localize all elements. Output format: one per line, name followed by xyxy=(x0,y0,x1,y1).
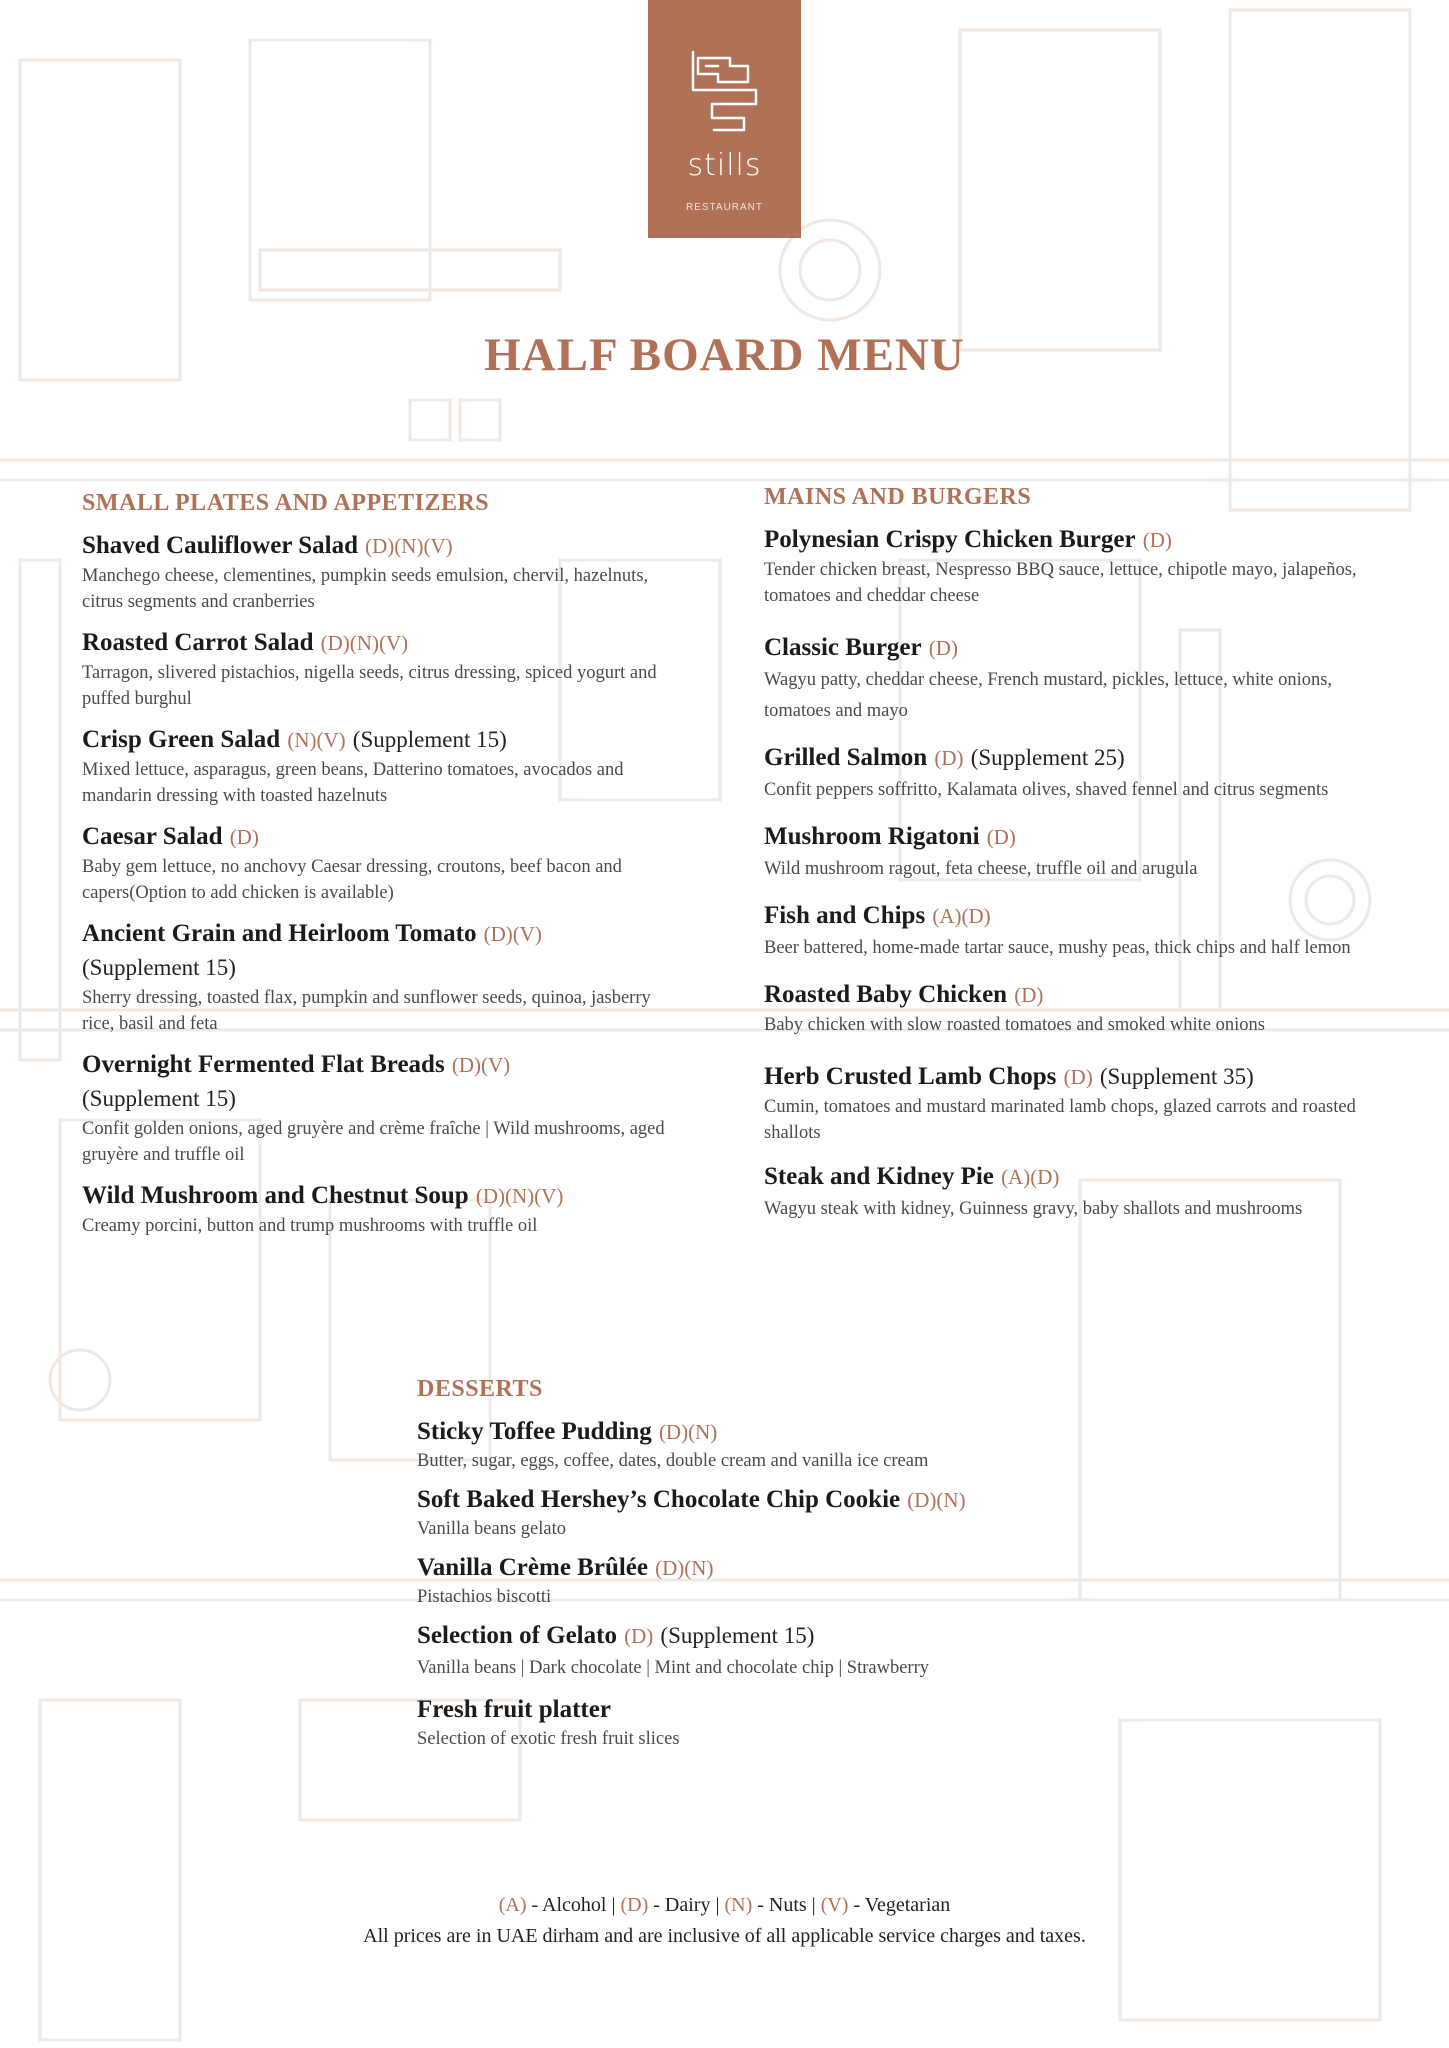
item-name: Roasted Baby Chicken xyxy=(764,981,1008,1008)
menu-item xyxy=(82,626,682,712)
item-name: Shaved Cauliflower Salad xyxy=(82,532,358,559)
menu-item xyxy=(417,1693,1177,1751)
legend-label: - Dairy | xyxy=(648,1894,725,1916)
menu-item xyxy=(764,820,1384,885)
dietary-tags: (D)(V) xyxy=(451,1053,511,1077)
item-description: Manchego cheese, clementines, pumpkin seeds emulsion, chervil, hazelnuts, citrus segments and cranberries xyxy=(82,566,649,612)
brand-subtitle: RESTAURANT xyxy=(685,202,764,213)
dietary-tags: (D)(N) xyxy=(655,1556,714,1580)
item-name: Fresh fruit platter xyxy=(417,1696,611,1723)
brand-name: stills xyxy=(687,148,762,183)
item-description: Vanilla beans gelato xyxy=(417,1519,566,1539)
dietary-tags: (D)(N)(V) xyxy=(320,631,409,655)
dietary-tags: (D)(V) xyxy=(483,922,542,946)
menu-item xyxy=(82,820,682,906)
item-description: Wagyu patty, cheddar cheese, French mustard, pickles, lettuce, white onions, tomatoes and mayo xyxy=(764,670,1333,721)
dietary-tags: (A)(D) xyxy=(932,904,991,928)
menu-item xyxy=(82,1179,682,1239)
legend-label: - Nuts | xyxy=(752,1894,821,1916)
item-name: Sticky Toffee Pudding xyxy=(417,1418,652,1445)
item-name: Selection of Gelato xyxy=(417,1622,617,1649)
item-name: Ancient Grain and Heirloom Tomato xyxy=(82,920,477,947)
dietary-tags: (D)(N) xyxy=(658,1420,718,1444)
menu-item xyxy=(764,1160,1384,1225)
menu-item xyxy=(82,529,682,615)
dietary-tags: (D) xyxy=(928,636,958,660)
item-description: Tarragon, slivered pistachios, nigella seeds, citrus dressing, spiced yogurt and puffed burghul xyxy=(82,663,657,709)
menu-item xyxy=(764,741,1384,806)
item-description: Sherry dressing, toasted flax, pumpkin and sunflower seeds, quinoa, jasberry rice, basil and feta xyxy=(82,988,651,1034)
dietary-tags: (D) xyxy=(934,746,964,770)
item-name: Wild Mushroom and Chestnut Soup xyxy=(82,1182,469,1209)
item-description: Confit golden onions, aged gruyère and crème fraîche | Wild mushrooms, aged gruyère and truffle oil xyxy=(82,1119,665,1165)
section-heading: DESSERTS xyxy=(417,1376,543,1402)
menu-item xyxy=(82,723,682,809)
section-heading: SMALL PLATES AND APPETIZERS xyxy=(82,490,490,516)
page-title: HALF BOARD MENU xyxy=(484,329,965,381)
brand-logo xyxy=(648,0,801,238)
item-name: Roasted Carrot Salad xyxy=(82,629,314,656)
menu-item xyxy=(764,899,1384,964)
item-description: Butter, sugar, eggs, coffee, dates, double cream and vanilla ice cream xyxy=(417,1451,929,1471)
item-description: Baby gem lettuce, no anchovy Caesar dressing, croutons, beef bacon and capers(Option to add chicken is available) xyxy=(82,857,622,903)
dietary-tags: (D)(N)(V) xyxy=(475,1184,564,1208)
dietary-tags: (D) xyxy=(624,1624,654,1648)
legend-label: - Vegetarian xyxy=(848,1894,951,1916)
dietary-tags: (N)(V) xyxy=(287,728,346,752)
item-name: Caesar Salad xyxy=(82,823,223,850)
item-name: Fish and Chips xyxy=(764,902,926,929)
dietary-tags: (D) xyxy=(1142,528,1172,552)
dietary-tags: (D) xyxy=(1063,1065,1093,1089)
item-description: Mixed lettuce, asparagus, green beans, Datterino tomatoes, avocados and mandarin dressing with toasted hazelnuts xyxy=(82,760,624,806)
menu-item xyxy=(82,917,682,1037)
item-description: Vanilla beans | Dark chocolate | Mint and chocolate chip | Strawberry xyxy=(417,1658,929,1678)
item-name: Polynesian Crispy Chicken Burger xyxy=(764,526,1136,553)
menu-item xyxy=(417,1551,1177,1609)
supplement-price: (Supplement 15) xyxy=(660,1623,815,1648)
menu-item xyxy=(764,978,1384,1038)
item-description: Beer battered, home-made tartar sauce, mushy peas, thick chips and half lemon xyxy=(764,938,1351,958)
legend-code: (D) xyxy=(620,1894,649,1916)
dietary-tags: (D)(N) xyxy=(907,1488,966,1512)
item-description: Wild mushroom ragout, feta cheese, truffle oil and arugula xyxy=(764,859,1198,879)
section-heading: MAINS AND BURGERS xyxy=(764,484,1032,510)
item-name: Soft Baked Hershey’s Chocolate Chip Cookie xyxy=(417,1486,901,1513)
dietary-tags: (D) xyxy=(1014,983,1044,1007)
dietary-tags: (D) xyxy=(229,825,259,849)
supplement-price: (Supplement 15) xyxy=(82,1086,236,1111)
pricing-footnote: All prices are in UAE dirham and are inclusive of all applicable service charges and taxes. xyxy=(363,1925,1086,1947)
supplement-price: (Supplement 15) xyxy=(82,955,236,980)
item-name: Grilled Salmon xyxy=(764,744,928,771)
dietary-tags: (A)(D) xyxy=(1001,1165,1060,1189)
supplement-price: (Supplement 25) xyxy=(970,745,1125,770)
item-name: Overnight Fermented Flat Breads xyxy=(82,1051,445,1078)
dietary-legend xyxy=(0,1894,1449,1917)
item-description: Creamy porcini, button and trump mushrooms with truffle oil xyxy=(82,1216,538,1236)
item-name: Herb Crusted Lamb Chops xyxy=(764,1063,1057,1090)
item-name: Steak and Kidney Pie xyxy=(764,1163,994,1190)
item-description: Confit peppers soffritto, Kalamata olives, shaved fennel and citrus segments xyxy=(764,780,1329,800)
item-description: Tender chicken breast, Nespresso BBQ sauce, lettuce, chipotle mayo, jalapeños, tomatoes and cheddar cheese xyxy=(764,560,1357,606)
dietary-tags: (D) xyxy=(986,825,1016,849)
item-description: Cumin, tomatoes and mustard marinated lamb chops, glazed carrots and roasted shallots xyxy=(764,1097,1356,1143)
legend-label: - Alcohol | xyxy=(526,1894,621,1916)
menu-item xyxy=(417,1415,1177,1473)
menu-item xyxy=(82,1048,682,1168)
item-description: Pistachios biscotti xyxy=(417,1587,552,1607)
legend-code: (V) xyxy=(820,1894,849,1916)
menu-item xyxy=(764,523,1384,609)
supplement-price: (Supplement 35) xyxy=(1099,1064,1254,1089)
item-name: Classic Burger xyxy=(764,634,922,661)
item-name: Vanilla Crème Brûlée xyxy=(417,1554,648,1581)
menu-item xyxy=(764,1060,1384,1146)
mains-section xyxy=(764,484,1384,1239)
legend-code: (N) xyxy=(724,1894,753,1916)
item-description: Wagyu steak with kidney, Guinness gravy, baby shallots and mushrooms xyxy=(764,1199,1303,1219)
supplement-price: (Supplement 15) xyxy=(352,727,507,752)
menu-item xyxy=(417,1483,1177,1541)
item-name: Mushroom Rigatoni xyxy=(764,823,980,850)
item-name: Crisp Green Salad xyxy=(82,726,281,753)
menu-item xyxy=(417,1619,1177,1683)
dietary-tags: (D)(N)(V) xyxy=(365,534,453,558)
small-plates-section xyxy=(82,490,682,1250)
item-description: Selection of exotic fresh fruit slices xyxy=(417,1729,680,1749)
desserts-section xyxy=(417,1376,1177,1765)
legend-code: (A) xyxy=(498,1894,527,1916)
menu-item xyxy=(764,631,1384,727)
item-description: Baby chicken with slow roasted tomatoes and smoked white onions xyxy=(764,1015,1265,1035)
